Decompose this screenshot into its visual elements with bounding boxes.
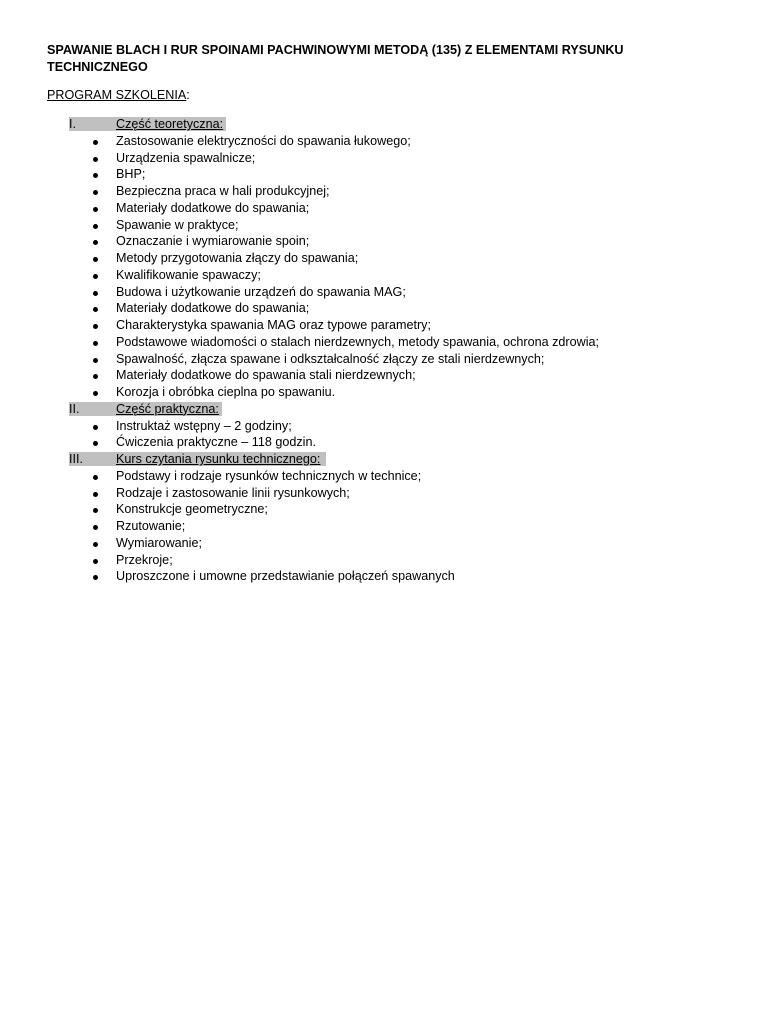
list-item-text: Materiały dodatkowe do spawania;: [116, 200, 310, 215]
list-item: [0, 133, 768, 150]
bullet-icon: [93, 358, 98, 363]
document-title: SPAWANIE BLACH I RUR SPOINAMI PACHWINOWYMI METODĄ (135) Z ELEMENTAMI RYSUNKU TECHNICZNEGO: [47, 43, 624, 74]
list-item: [0, 166, 768, 183]
list-item-text: Przekroje;: [116, 552, 173, 567]
list-item: [0, 217, 768, 234]
bullet-icon: [93, 525, 98, 530]
section-number: III.: [69, 452, 83, 466]
list-item: [0, 183, 768, 200]
list-item: [0, 367, 768, 384]
list-item: [0, 552, 768, 569]
list-item-text: Ćwiczenia praktyczne – 118 godzin.: [116, 435, 316, 450]
bullet-icon: [93, 274, 98, 279]
list-item-text: Zastosowanie elektryczności do spawania łukowego;: [116, 133, 411, 148]
bullet-icon: [93, 542, 98, 547]
bullet-icon: [93, 307, 98, 312]
list-item: [0, 468, 768, 485]
section-label: Kurs czytania rysunku technicznego:: [116, 452, 321, 466]
list-item-text: Podstawy i rodzaje rysunków technicznych w technice;: [116, 468, 422, 483]
list-item: [0, 334, 768, 351]
list-item: [0, 150, 768, 167]
list-item: [0, 518, 768, 535]
list-item: [0, 284, 768, 301]
list-item-text: Materiały dodatkowe do spawania;: [116, 301, 310, 316]
list-item: [0, 233, 768, 250]
section-number: II.: [69, 401, 80, 416]
list-item: [0, 568, 768, 585]
bullet-icon: [93, 291, 98, 296]
list-item-text: Kwalifikowanie spawaczy;: [116, 267, 261, 282]
list-item-text: Podstawowe wiadomości o stalach nierdzewnych, metody spawania, ochrona zdrowia;: [116, 334, 600, 349]
section-number: I.: [69, 117, 76, 131]
list-item-text: Rzutowanie;: [116, 519, 186, 533]
list-item-text: Korozja i obróbka cieplna po spawaniu.: [116, 385, 336, 399]
list-item: [0, 317, 768, 334]
bullet-icon: [93, 341, 98, 346]
program-heading-text: PROGRAM SZKOLENIA: [47, 88, 187, 102]
list-item-text: Charakterystyka spawania MAG oraz typowe parametry;: [116, 318, 431, 332]
bullet-icon: [93, 157, 98, 162]
list-item-text: Konstrukcje geometryczne;: [116, 502, 268, 517]
list-item: [0, 418, 768, 435]
bullet-icon: [93, 441, 98, 446]
bullet-icon: [93, 391, 98, 396]
list-item-text: Materiały dodatkowe do spawania stali nierdzewnych;: [116, 368, 416, 383]
list-item: [0, 535, 768, 552]
bullet-icon: [93, 224, 98, 229]
bullet-icon: [93, 173, 98, 178]
list-item: [0, 384, 768, 401]
training-program-outline: [0, 116, 768, 585]
bullet-icon: [93, 559, 98, 564]
list-item: [0, 351, 768, 368]
list-item-text: Rodzaje i zastosowanie linii rysunkowych;: [116, 485, 350, 500]
list-item-text: Spawalność, złącza spawane i odkształcalność złączy ze stali nierdzewnych;: [116, 351, 545, 366]
bullet-icon: [93, 575, 98, 580]
section-heading: [0, 451, 768, 468]
bullet-icon: [93, 475, 98, 480]
list-item-text: Urządzenia spawalnicze;: [116, 150, 256, 165]
list-item-text: Spawanie w praktyce;: [116, 217, 239, 232]
list-item-text: Uproszczone i umowne przedstawianie połączeń spawanych: [116, 569, 455, 584]
list-item: [0, 300, 768, 317]
section-heading: [0, 116, 768, 133]
list-item: [0, 250, 768, 267]
list-item-text: BHP;: [116, 167, 146, 182]
section-label: Część teoretyczna:: [116, 117, 224, 131]
bullet-icon: [93, 190, 98, 195]
bullet-icon: [93, 425, 98, 430]
list-item-text: Metody przygotowania złączy do spawania;: [116, 251, 359, 265]
bullet-icon: [93, 492, 98, 497]
bullet-icon: [93, 240, 98, 245]
list-item: [0, 434, 768, 451]
list-item: [0, 501, 768, 518]
section-label: Część praktyczna:: [116, 401, 219, 416]
bullet-icon: [93, 374, 98, 379]
list-item-text: Budowa i użytkowanie urządzeń do spawania MAG;: [116, 284, 406, 299]
section-heading: [0, 401, 768, 418]
list-item-text: Bezpieczna praca w hali produkcyjnej;: [116, 184, 330, 198]
bullet-icon: [93, 324, 98, 329]
list-item-text: Oznaczanie i wymiarowanie spoin;: [116, 234, 310, 249]
bullet-icon: [93, 257, 98, 262]
program-heading: [47, 87, 190, 104]
list-item-text: Instruktaż wstępny – 2 godziny;: [116, 418, 292, 433]
bullet-icon: [93, 207, 98, 212]
list-item: [0, 267, 768, 284]
bullet-icon: [93, 508, 98, 513]
bullet-icon: [93, 140, 98, 145]
list-item: [0, 485, 768, 502]
list-item: [0, 200, 768, 217]
program-heading-colon: :: [186, 88, 190, 102]
list-item-text: Wymiarowanie;: [116, 535, 202, 550]
